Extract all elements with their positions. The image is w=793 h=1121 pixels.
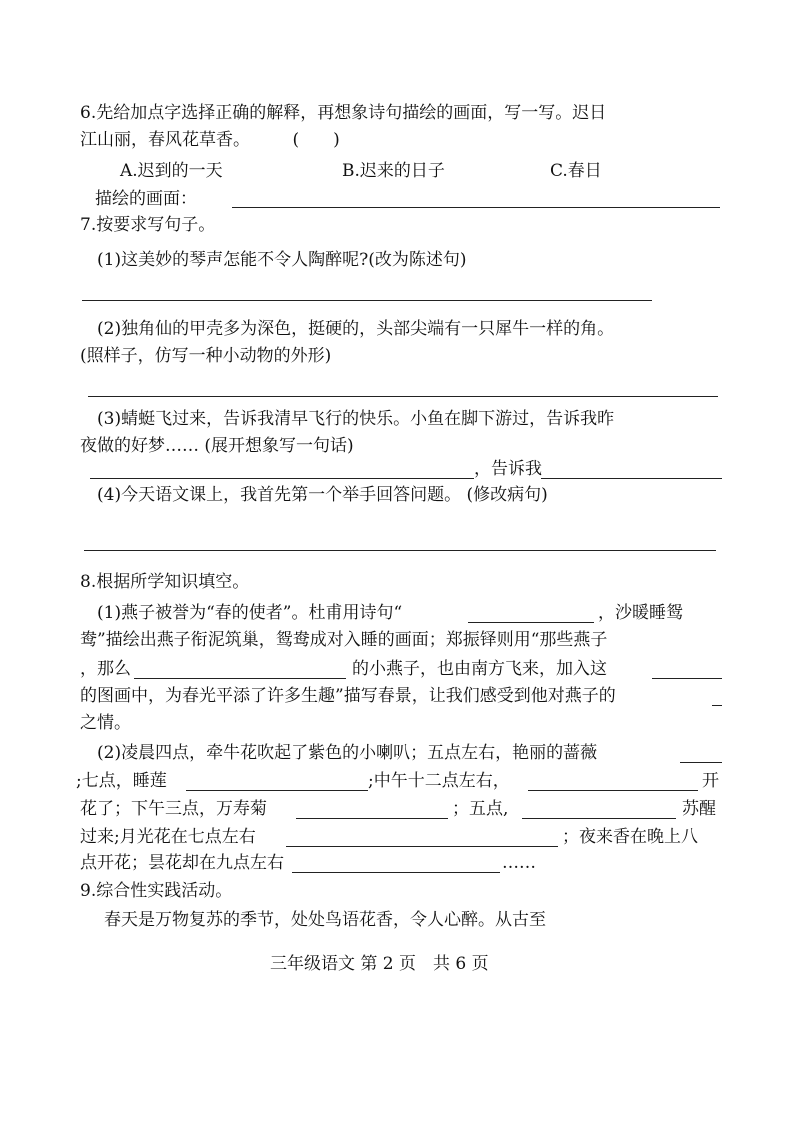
q8-p1-d: ，那么 [80,659,131,679]
q8-blank-2[interactable] [134,678,346,679]
q7-sentence-3-line1: (3)蜻蜓飞过来，告诉我清早飞行的快乐。小鱼在脚下游过，告诉我昨 [97,409,615,429]
q7-answer-blank-4[interactable] [84,550,716,551]
q7-sentence-2-line1: (2)独角仙的甲壳多为深色，挺硬的，头部尖端有一只犀牛一样的角。 [97,319,615,339]
q6-option-b[interactable]: B.迟来的日子 [342,161,445,181]
q7-sentence-4: (4)今天语文课上，我首先第一个举手回答问题。 (修改病句) [97,485,548,505]
q8-blank-6[interactable] [186,790,368,791]
q8-p2-e: 花了；下午三点，万寿菊 [80,799,267,819]
q8-blank-3[interactable] [652,678,722,679]
q8-p2-h: 过来;月光花在七点左右 [80,827,256,847]
q7-answer-blank-1[interactable] [82,300,652,301]
q8-p1-a: (1)燕子被誉为“春的使者”。杜甫用诗句“ [97,603,403,623]
q7-answer-blank-3a[interactable] [90,478,474,479]
q9-text: 春天是万物复苏的季节，处处鸟语花香，令人心醉。从古至 [104,910,546,930]
q8-p2-b: ;七点，睡莲 [76,771,167,791]
q8-blank-9[interactable] [522,818,676,819]
q8-p2-c: ;中午十二点左右， [368,771,510,791]
q8-blank-4[interactable] [712,705,722,706]
q6-draw-label: 描绘的画面： [95,189,197,209]
q8-blank-11[interactable] [292,872,500,873]
q8-p1-f: 的图画中，为春光平添了许多生趣”描写春景，让我们感受到他对燕子的 [80,686,616,706]
q7-sentence-1: (1)这美妙的琴声怎能不令人陶醉呢?(改为陈述句) [97,250,467,270]
q8-p1-c: 鸯”描绘出燕子衔泥筑巢，鸳鸯成对入睡的画面；郑振铎则用“那些燕子 [80,630,608,650]
q7-sentence-3-comma: ，告诉我 [474,459,542,479]
q8-blank-1[interactable] [468,622,594,623]
q6-line2: 江山丽，春风花草香。 ( ) [80,130,340,150]
q7-title: 7.按要求写句子。 [80,215,216,235]
q8-p2-i: ；夜来香在晚上八 [562,827,698,847]
q8-p2-d: 开 [702,771,719,791]
q7-sentence-2-line2: (照样子，仿写一种小动物的外形) [80,346,332,366]
q8-p2-k: …… [502,853,536,873]
q6-option-a[interactable]: A.迟到的一天 [120,161,223,181]
q8-blank-8[interactable] [296,818,448,819]
q8-blank-10[interactable] [286,846,558,847]
q8-p2-g: 苏醒 [682,799,716,819]
q7-answer-blank-3b[interactable] [541,478,722,479]
q6-answer-blank[interactable] [232,207,720,208]
q8-title: 8.根据所学知识填空。 [80,572,250,592]
q8-p2-j: 点开花；昙花却在九点左右 [80,853,284,873]
q7-sentence-3-line2: 夜做的好梦…… (展开想象写一句话) [80,436,354,456]
q8-p2-a: (2)凌晨四点，牵牛花吹起了紫色的小喇叭；五点左右，艳丽的蔷薇 [97,743,598,763]
q6-line1: 6.先给加点字选择正确的解释，再想象诗句描绘的画面，写一写。迟日 [80,103,607,123]
page-footer: 三年级语文 第 2 页 共 6 页 [270,954,489,974]
q8-blank-7[interactable] [528,790,698,791]
q8-p2-f: ；五点, [452,799,509,819]
q9-title: 9.综合性实践活动。 [80,881,233,901]
q8-p1-e: 的小燕子，也由南方飞来，加入这 [352,659,607,679]
q6-option-c[interactable]: C.春日 [550,161,602,181]
q8-blank-5[interactable] [680,762,722,763]
q8-p1-b: ，沙暖睡鸳 [598,603,683,623]
q7-answer-blank-2[interactable] [88,396,718,397]
q8-p1-g: 之情。 [80,713,131,733]
